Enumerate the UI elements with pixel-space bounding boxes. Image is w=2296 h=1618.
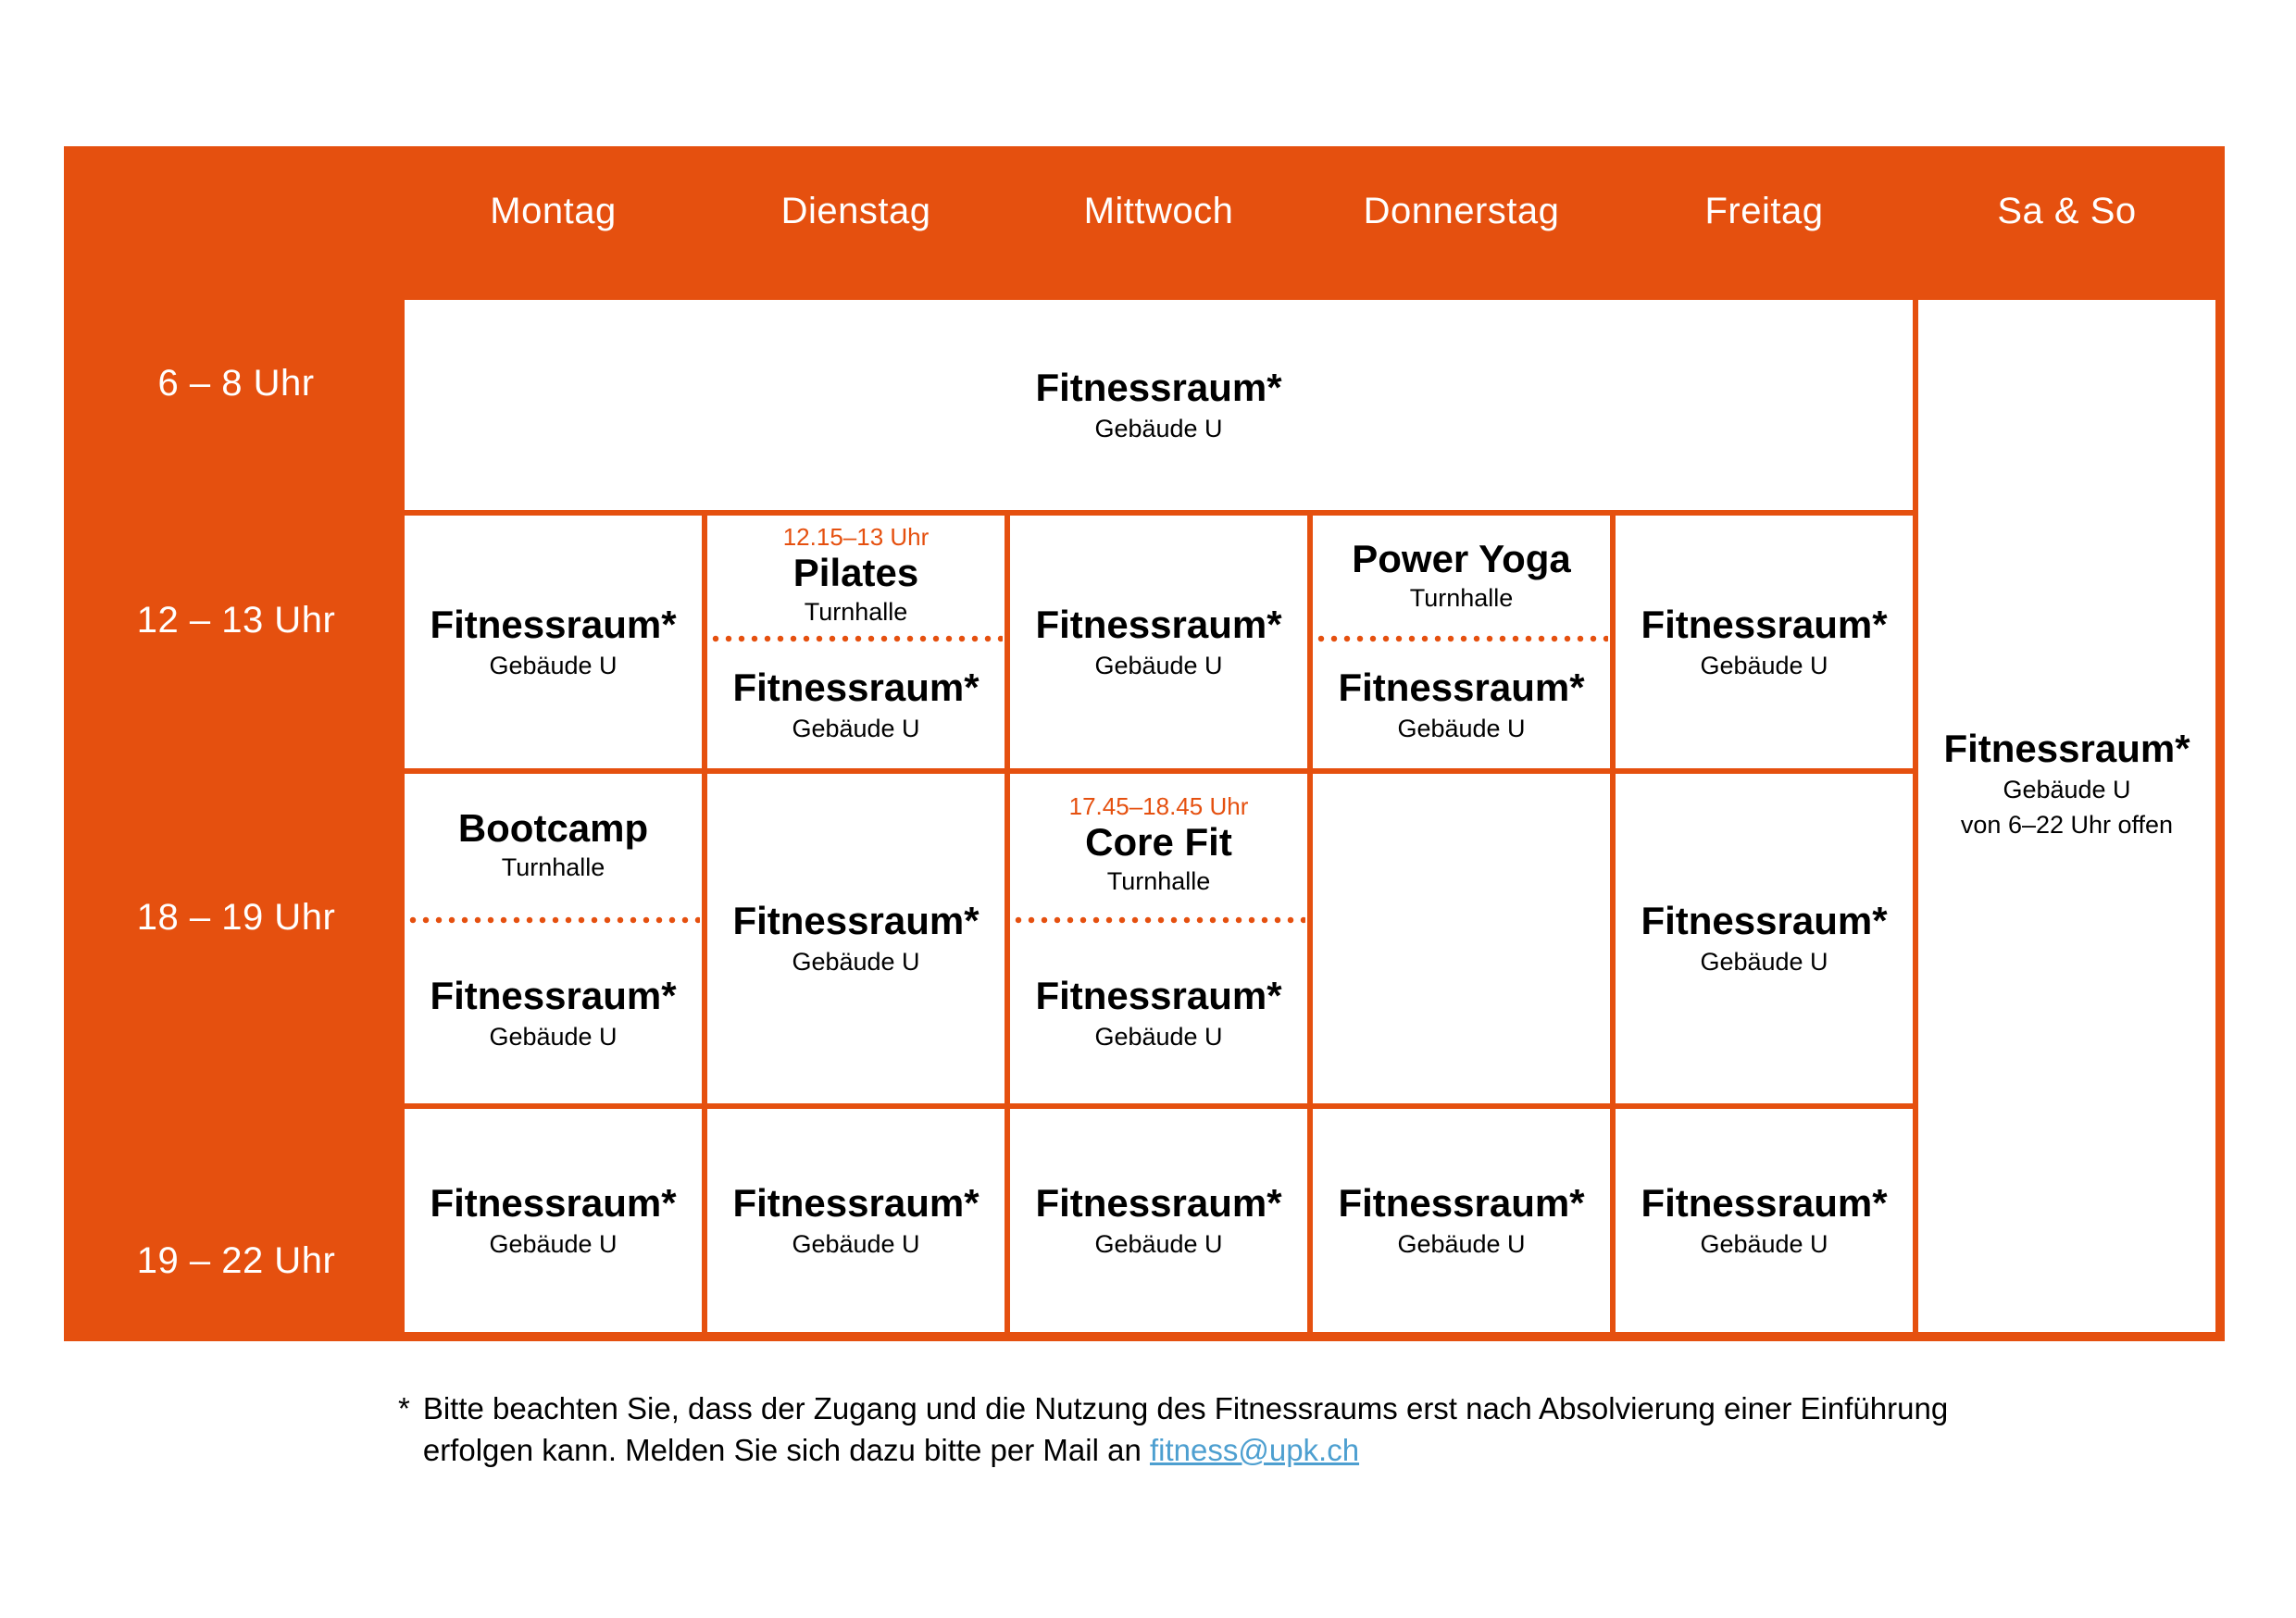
fitness-room-venue: Gebäude U <box>1700 948 1828 976</box>
fitness-room-venue: Gebäude U <box>1700 651 1828 679</box>
fitness-room-venue: Gebäude U <box>2003 775 2131 803</box>
fitness-room-venue: Gebäude U <box>1700 1229 1828 1258</box>
fitness-room-venue: Gebäude U <box>1094 1023 1223 1051</box>
cell-mittwoch-18-19 <box>1010 774 1307 1103</box>
course-name: Core Fit <box>1085 820 1232 864</box>
fitness-room-venue: Gebäude U <box>489 1229 618 1258</box>
course-time: 12.15–13 Uhr <box>782 522 930 551</box>
time-label-19-22: 19 – 22 Uhr <box>136 1240 336 1281</box>
footnote-asterisk: * <box>398 1391 410 1425</box>
dotted-divider <box>1315 635 1608 642</box>
day-header-montag: Montag <box>490 190 617 231</box>
course-block-core-fit <box>1010 774 1307 916</box>
course-venue: Turnhalle <box>804 597 908 626</box>
day-header-dienstag: Dienstag <box>780 190 931 231</box>
fitness-room-title: Fitnessraum* <box>1035 974 1282 1017</box>
fitness-room-block <box>1313 642 1610 768</box>
fitness-room-title: Fitnessraum* <box>1641 602 1888 646</box>
dotted-divider <box>1012 916 1305 924</box>
fitness-room-title: Fitnessraum* <box>1035 602 1282 646</box>
fitness-room-title: Fitnessraum* <box>1641 1180 1888 1225</box>
cell-freitag-19-22 <box>1616 1109 1913 1332</box>
cell-6-8-all-days <box>405 300 1913 510</box>
course-venue: Turnhalle <box>501 853 605 881</box>
cell-mittwoch-19-22 <box>1010 1109 1307 1332</box>
cell-donnerstag-19-22 <box>1313 1109 1610 1332</box>
fitness-room-title: Fitnessraum* <box>1338 666 1585 709</box>
footnote-text <box>423 1388 1948 1471</box>
cell-montag-18-19 <box>405 774 702 1103</box>
cell-donnerstag-12-13 <box>1313 516 1610 768</box>
fitness-room-venue: Gebäude U <box>792 715 920 742</box>
fitness-room-venue: Gebäude U <box>792 948 920 976</box>
cell-mittwoch-12-13 <box>1010 516 1307 768</box>
weekend-opening-hours: von 6–22 Uhr offen <box>1960 810 2174 839</box>
day-header-weekend: Sa & So <box>1997 190 2137 231</box>
fitness-room-title: Fitnessraum* <box>430 1180 677 1225</box>
fitness-room-venue: Gebäude U <box>489 1023 618 1051</box>
dotted-divider <box>406 916 700 924</box>
course-venue: Turnhalle <box>1409 583 1514 612</box>
cell-montag-19-22 <box>405 1109 702 1332</box>
fitness-room-title: Fitnessraum* <box>1641 899 1888 942</box>
course-block-pilates <box>707 516 1004 635</box>
course-venue: Turnhalle <box>1106 867 1211 895</box>
fitness-room-venue: Gebäude U <box>489 651 618 679</box>
cell-montag-12-13 <box>405 516 702 768</box>
footnote-line-2-text: erfolgen kann. Melden Sie sich dazu bitte per Mail an <box>422 1433 1150 1467</box>
fitness-room-title: Fitnessraum* <box>1035 1180 1282 1225</box>
fitness-room-title: Fitnessraum* <box>732 666 980 709</box>
fitness-room-title: Fitnessraum* <box>732 1180 980 1225</box>
fitness-room-venue: Gebäude U <box>792 1229 920 1258</box>
fitness-room-venue: Gebäude U <box>1397 1229 1526 1258</box>
day-header-mittwoch: Mittwoch <box>1083 190 1234 231</box>
fitness-room-title: Fitnessraum* <box>1338 1180 1585 1225</box>
course-name: Bootcamp <box>457 806 649 850</box>
cell-freitag-12-13 <box>1616 516 1913 768</box>
course-name: Power Yoga <box>1352 536 1571 580</box>
fitness-room-block <box>1010 924 1307 1103</box>
fitness-room-block <box>405 924 702 1103</box>
fitness-room-venue: Gebäude U <box>1094 1229 1223 1258</box>
fitness-room-title: Fitnessraum* <box>430 974 677 1017</box>
cell-donnerstag-18-19-empty <box>1313 774 1610 1103</box>
fitness-room-venue: Gebäude U <box>1094 651 1223 679</box>
fitness-room-venue: Gebäude U <box>1397 715 1526 742</box>
cell-dienstag-19-22 <box>707 1109 1004 1332</box>
fitness-room-title: Fitnessraum* <box>430 602 677 646</box>
fitness-room-title: Fitnessraum* <box>732 899 980 942</box>
fitness-room-venue: Gebäude U <box>1094 414 1223 442</box>
schedule-table <box>64 146 2225 1341</box>
fitness-room-block <box>707 642 1004 768</box>
cell-freitag-18-19 <box>1616 774 1913 1103</box>
course-time: 17.45–18.45 Uhr <box>1068 792 1249 820</box>
course-block-bootcamp <box>405 774 702 916</box>
fitness-room-title: Fitnessraum* <box>1035 365 1282 409</box>
footnote-line-1: Bitte beachten Sie, dass der Zugang und die Nutzung des Fitnessraums erst nach Absolvierung einer Einführung <box>422 1391 1949 1425</box>
cell-dienstag-18-19 <box>707 774 1004 1103</box>
cell-dienstag-12-13 <box>707 516 1004 768</box>
footnote-line-2 <box>423 1429 1948 1471</box>
dotted-divider <box>709 635 1003 642</box>
course-block-power-yoga <box>1313 516 1610 635</box>
fitness-email-link[interactable]: fitness@upk.ch <box>1149 1433 1360 1467</box>
time-label-18-19: 18 – 19 Uhr <box>136 896 336 938</box>
footnote <box>398 1388 2176 1471</box>
cell-weekend <box>1918 300 2215 1332</box>
time-label-12-13: 12 – 13 Uhr <box>136 600 336 641</box>
time-label-6-8: 6 – 8 Uhr <box>157 363 315 404</box>
course-name: Pilates <box>792 550 919 594</box>
corner-cell <box>73 156 399 294</box>
day-header-donnerstag: Donnerstag <box>1363 190 1560 231</box>
day-header-freitag: Freitag <box>1704 190 1824 231</box>
fitness-room-title: Fitnessraum* <box>1943 726 2190 770</box>
